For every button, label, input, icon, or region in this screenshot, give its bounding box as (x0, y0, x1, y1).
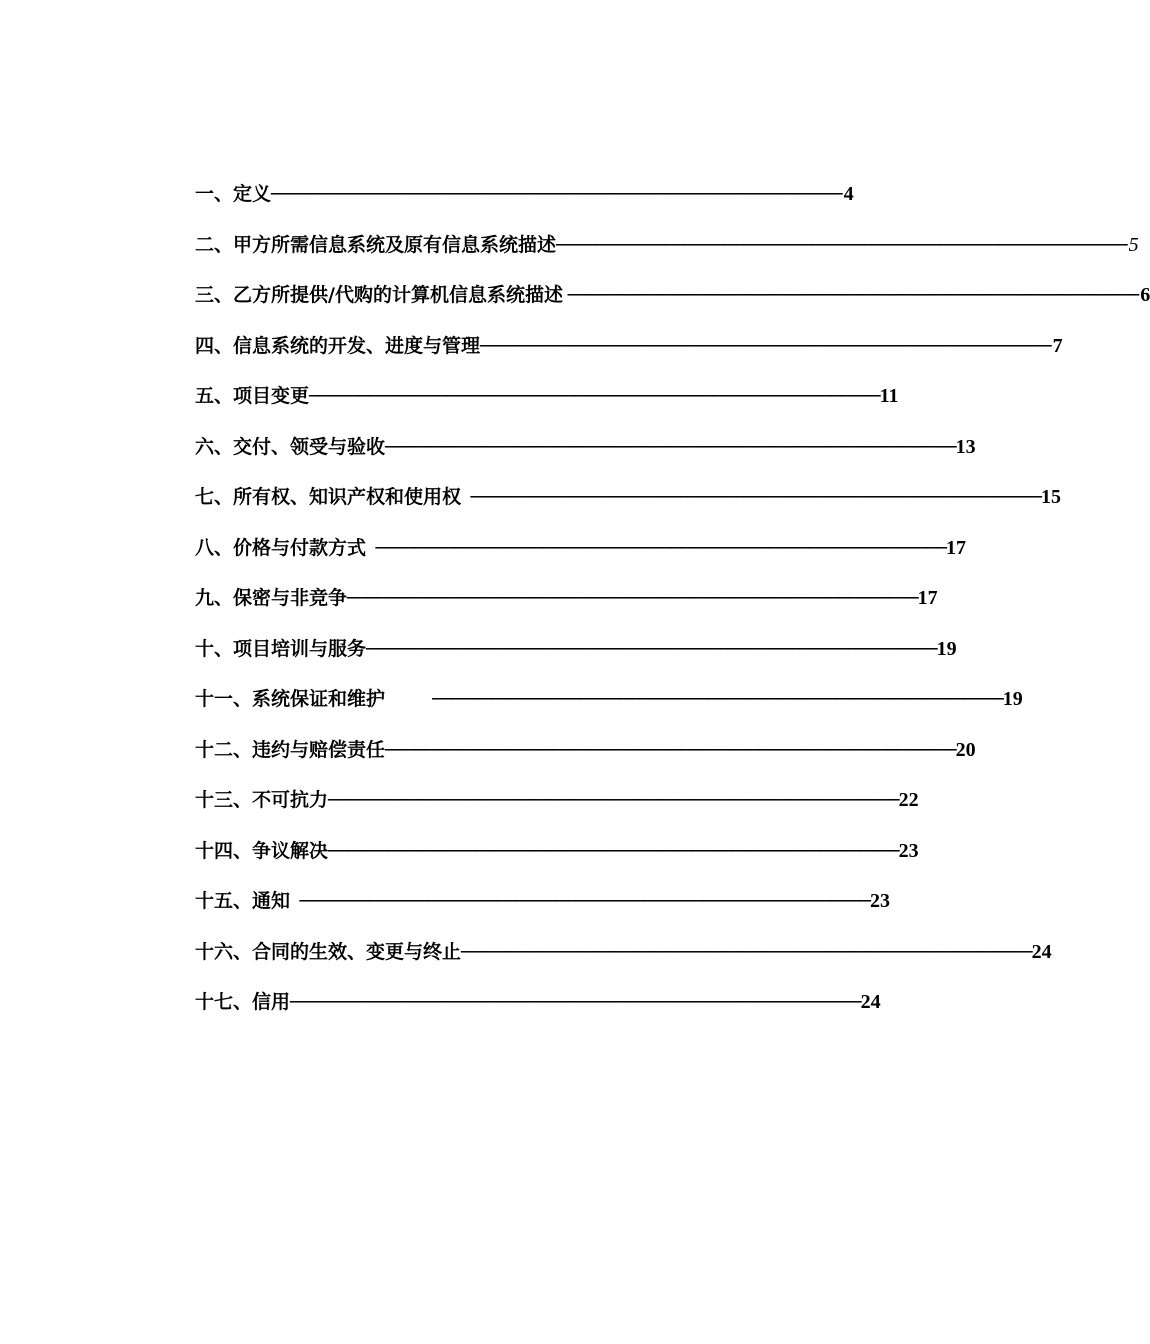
toc-entry-title: 一、定义 (195, 183, 272, 205)
toc-entry-title: 八、价格与付款方式 (195, 536, 367, 559)
toc-entry-title: 十七、信用 (195, 991, 291, 1013)
toc-entry-page: 24 (860, 991, 881, 1013)
toc-entry[interactable] (195, 735, 976, 786)
toc-leader: ────────────────────────────────────────────────────────── (271, 184, 842, 205)
toc-entry[interactable] (195, 583, 938, 634)
toc-entry-title: 十四、争议解决 (195, 839, 329, 862)
toc-leader: ────────────────────────────────────────────────────────── (309, 386, 880, 407)
toc-entry-page: 5 (1128, 233, 1139, 256)
toc-entry[interactable] (195, 432, 976, 483)
toc-entry-page: 17 (917, 587, 938, 609)
toc-entry[interactable] (195, 280, 1150, 331)
toc-entry-title: 四、信息系统的开发、进度与管理 (195, 334, 481, 357)
toc-entry[interactable] (195, 886, 890, 937)
toc-entry[interactable] (195, 381, 899, 432)
toc-leader: ────────────────────────────────────────────────────────── (385, 739, 956, 761)
toc-entry-page: 20 (955, 738, 976, 761)
toc-entry-title: 三、乙方所提供/代购的计算机信息系统描述 (195, 284, 563, 306)
toc-entry-title: 二、甲方所需信息系统及原有信息系统描述 (195, 233, 557, 256)
toc-leader: ────────────────────────────────────────────────────────── (366, 537, 946, 559)
toc-entry-page: 7 (1052, 334, 1063, 357)
toc-entry-page: 17 (946, 536, 966, 559)
toc-leader: ────────────────────────────────────────────────────────── (385, 689, 1003, 710)
toc-leader: ────────────────────────────────────────────────────────── (290, 992, 861, 1013)
toc-entry-page: 19 (1002, 688, 1023, 710)
toc-leader: ────────────────────────────────────────────────────────── (385, 436, 956, 458)
toc-entry-title: 六、交付、领受与验收 (195, 435, 386, 458)
toc-leader: ────────────────────────────────────────────────────────── (480, 335, 1051, 357)
toc-entry-title: 十、项目培训与服务 (195, 637, 367, 660)
toc-entry-title: 十一、系统保证和维护 (195, 688, 386, 710)
toc-entry-page: 24 (1031, 940, 1052, 963)
toc-leader: ────────────────────────────────────────────────────────── (328, 790, 899, 811)
toc-entry-title: 五、项目变更 (195, 385, 310, 407)
toc-entry[interactable] (195, 785, 919, 836)
toc-entry-page: 13 (955, 435, 976, 458)
toc-entry-title: 十三、不可抗力 (195, 789, 329, 811)
toc-entry[interactable] (195, 179, 854, 230)
toc-entry[interactable] (195, 836, 919, 887)
toc-entry[interactable] (195, 482, 1061, 533)
toc-entry-page: 6 (1140, 284, 1150, 306)
toc-entry-page: 19 (936, 637, 957, 660)
toc-entry[interactable] (195, 230, 1139, 281)
toc-entry-page: 22 (898, 789, 919, 811)
toc-entry[interactable] (195, 634, 957, 685)
toc-entry-title: 七、所有权、知识产权和使用权 (195, 486, 462, 508)
toc-entry-page: 23 (870, 890, 890, 912)
toc-entry[interactable] (195, 937, 1052, 988)
toc-entry-title: 九、保密与非竞争 (195, 587, 348, 609)
toc-leader: ────────────────────────────────────────────────────────── (461, 941, 1032, 963)
toc-entry[interactable] (195, 987, 881, 1038)
toc-leader: ────────────────────────────────────────────────────────── (461, 487, 1041, 508)
toc-leader: ────────────────────────────────────────────────────────── (562, 285, 1139, 306)
toc-entry[interactable] (195, 331, 1063, 382)
toc-entry-title: 十六、合同的生效、变更与终止 (195, 940, 462, 963)
toc-entry-title: 十二、违约与赔偿责任 (195, 738, 386, 761)
toc-leader: ────────────────────────────────────────────────────────── (556, 234, 1127, 256)
table-of-contents (195, 179, 1150, 1038)
toc-entry-page: 15 (1041, 486, 1061, 508)
toc-entry-title: 十五、通知 (195, 890, 291, 912)
toc-entry-page: 11 (879, 385, 899, 407)
toc-entry[interactable] (195, 684, 1023, 735)
toc-leader: ────────────────────────────────────────────────────────── (328, 840, 899, 862)
toc-leader: ────────────────────────────────────────────────────────── (290, 891, 870, 912)
toc-entry[interactable] (195, 533, 966, 584)
toc-entry-page: 4 (843, 183, 854, 205)
toc-leader: ────────────────────────────────────────────────────────── (366, 638, 937, 660)
toc-entry-page: 23 (898, 839, 919, 862)
toc-leader: ────────────────────────────────────────────────────────── (347, 588, 918, 609)
